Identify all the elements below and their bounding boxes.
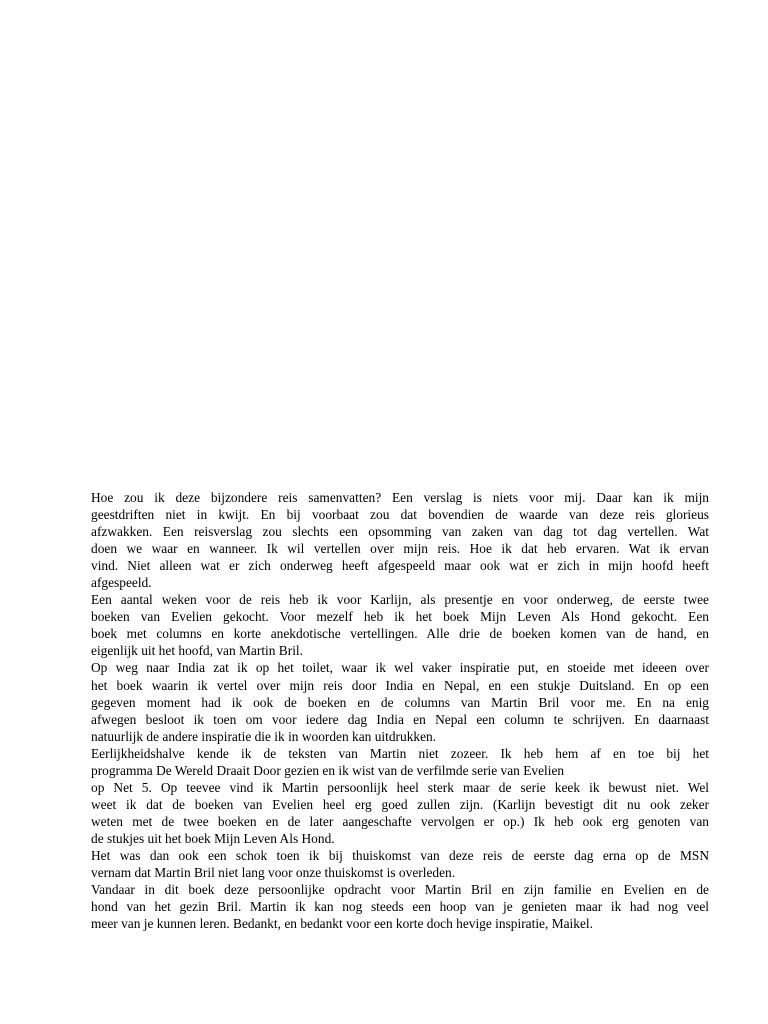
text-line: Eerlijkheidshalve kende ik de teksten van Martin niet zozeer. Ik heb hem af en toe bij het [91,745,709,761]
text-line: doen we waar en wanneer. Ik wil vertellen over mijn reis. Hoe ik dat heb ervaren. Wat ik ervan [91,541,709,557]
text-line: eigenlijk uit het hoofd, van Martin Bril. [91,643,303,659]
text-line: boeken van Evelien gekocht. Voor mezelf heb ik het boek Mijn Leven Als Hond gekocht. Een [91,609,709,625]
paragraph-6 [91,881,709,932]
text-line: gegeven moment had ik ook de boeken en de columns van Martin Bril voor me. En na enig [91,694,709,710]
text-line: natuurlijk de andere inspiratie die ik in woorden kan uitdrukken. [91,728,437,744]
text-line: Vandaar in dit boek deze persoonlijke opdracht voor Martin Bril en zijn familie en Evelien en de [91,882,709,898]
text-line: het boek waarin ik vertel over mijn reis door India en Nepal, en een stukje Duitsland. En op een [91,677,709,693]
text-line: vind. Niet alleen wat er zich onderweg heeft afgespeeld maar ook wat er zich in mijn hoofd heeft [91,558,709,574]
paragraph-5 [91,847,709,881]
paragraph-3 [91,659,709,744]
text-line: weet ik dat de boeken van Evelien heel erg goed zullen zijn. (Karlijn bevestigt dit nu ook zeker [91,796,709,812]
text-line: Hoe zou ik deze bijzondere reis samenvatten? Een verslag is niets voor mij. Daar kan ik mijn [91,490,709,505]
text-line: Een aantal weken voor de reis heb ik voor Karlijn, als presentje en voor onderweg, de eerste twee [91,592,709,608]
text-line: meer van je kunnen leren. Bedankt, en bedankt voor een korte doch hevige inspiratie, Maikel. [91,916,593,932]
paragraph-4 [91,745,709,847]
text-line: de stukjes uit het boek Mijn Leven Als Hond. [91,830,335,846]
text-line: Het was dan ook een schok toen ik bij thuiskomst van deze reis de eerste dag erna op de MSN [91,847,709,863]
text-line: programma De Wereld Draait Door gezien en ik wist van de verfilmde serie van Evelien [91,762,565,778]
text-line: op Net 5. Op teevee vind ik Martin persoonlijk heel sterk maar de serie keek ik bewust niet. Wel [91,779,709,795]
paragraph-2 [91,591,709,659]
text-line: afgespeeld. [91,575,152,591]
body-text [91,489,709,932]
text-line: geestdriften niet in kwijt. En bij voorbaat zou dat bovendien de waarde van deze reis glorieus [91,507,709,523]
text-line: afzwakken. Een reisverslag zou slechts een opsomming van zaken van dag tot dag vertellen. Wat [91,524,709,540]
text-line: hond van het gezin Bril. Martin ik kan nog steeds een hoop van je genieten maar ik had nog veel [91,899,709,915]
text-line: vernam dat Martin Bril niet lang voor onze thuiskomst is overleden. [91,865,456,881]
text-line: boek met columns en korte anekdotische vertellingen. Alle drie de boeken komen van de hand, en [91,626,709,642]
text-line: weten met de twee boeken en de later aangeschafte vervolgen er op.) Ik heb ook erg genoten van [91,813,709,829]
text-line: afwegen besloot ik toen om voor iedere dag India en Nepal een column te schrijven. En daarnaast [91,711,709,727]
text-line: Op weg naar India zat ik op het toilet, waar ik wel vaker inspiratie put, en stoeide met ideeen over [91,660,709,676]
paragraph-1 [91,489,709,591]
